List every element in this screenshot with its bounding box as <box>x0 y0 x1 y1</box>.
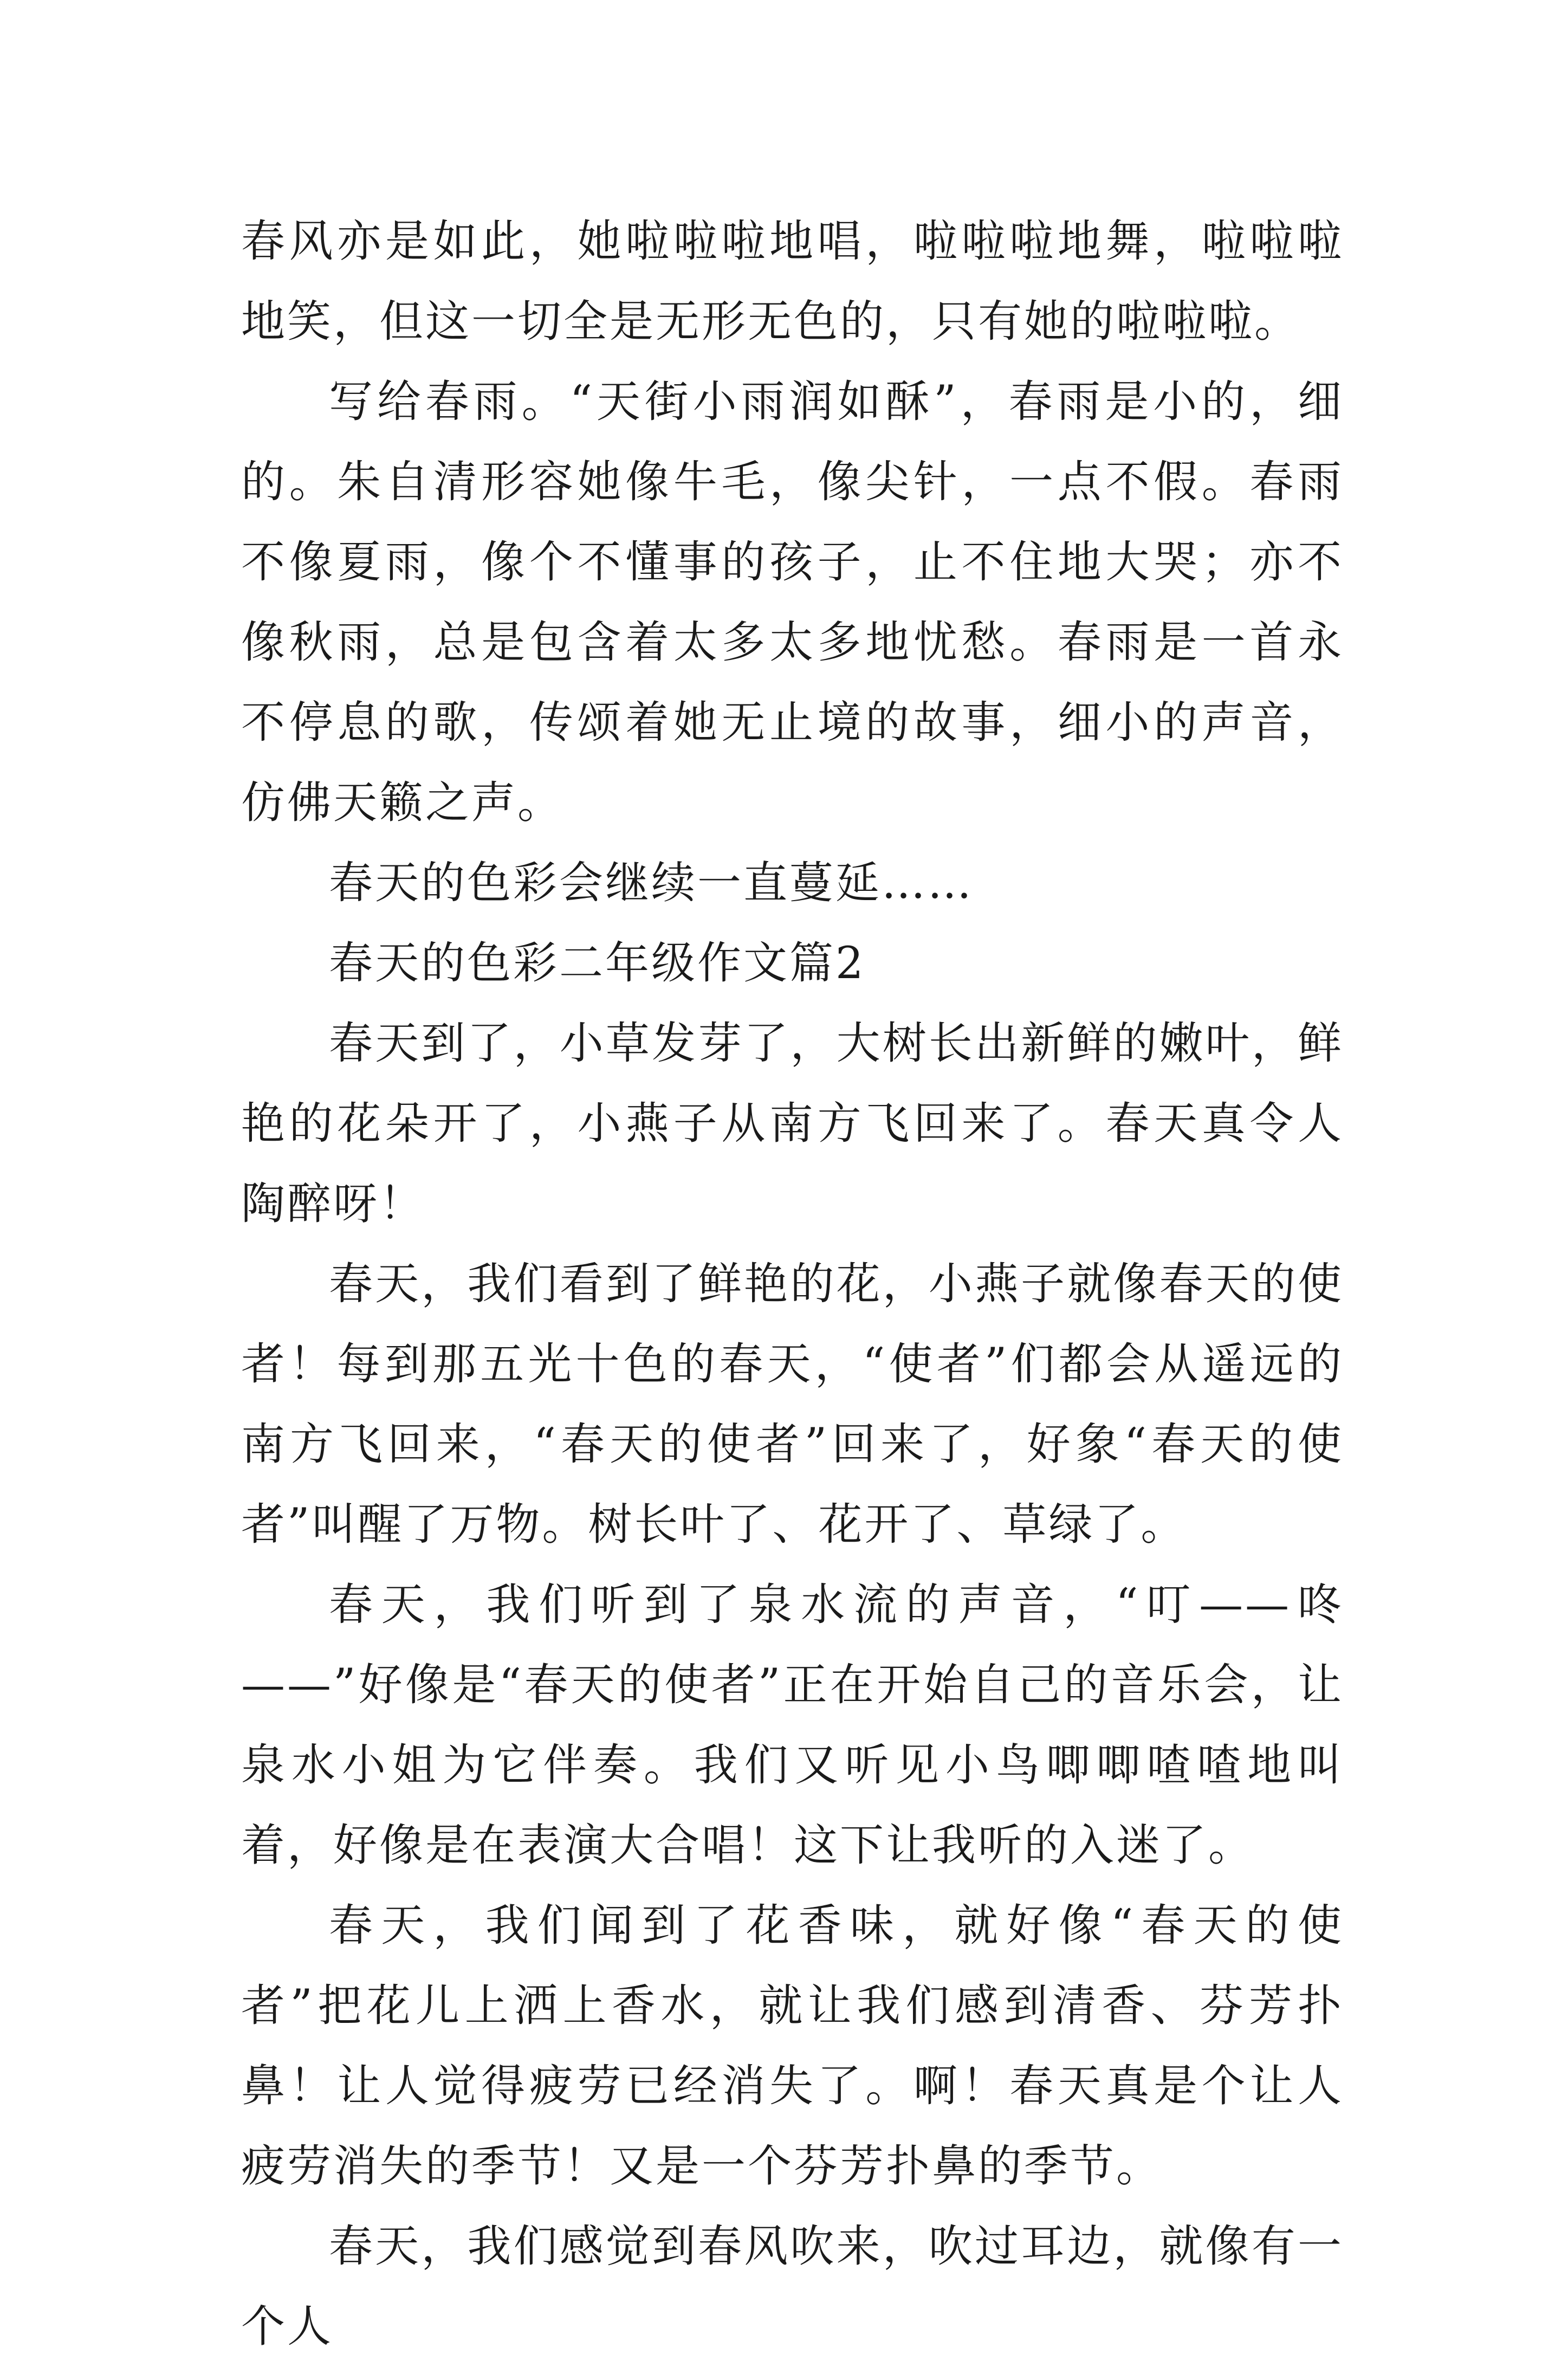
paragraph: 春风亦是如此，她啦啦啦地唱，啦啦啦地舞，啦啦啦地笑，但这一切全是无形无色的，只有她的啦啦啦。 <box>241 216 1344 347</box>
paragraph: 春天到了，小草发芽了，大树长出新鲜的嫩叶，鲜艳的花朵开了，小燕子从南方飞回来了。春天真令人陶醉呀！ <box>241 1018 1344 1230</box>
paragraph: 春天，我们感觉到春风吹来，吹过耳边，就像有一个人 <box>241 2221 1344 2352</box>
paragraph: 春天，我们闻到了花香味，就好像“春天的使者”把花儿上洒上香水，就让我们感到清香、芬芳扑鼻！让人觉得疲劳已经消失了。啊！春天真是个让人疲劳消失的季节！又是一个芬芳扑鼻的季节。 <box>241 1900 1344 2192</box>
document-body <box>241 202 1344 2367</box>
paragraph: 春天，我们看到了鲜艳的花，小燕子就像春天的使者！每到那五光十色的春天，“使者”们都会从遥远的南方飞回来，“春天的使者”回来了，好象“春天的使者”叫醒了万物。树长叶了、花开了、草绿了。 <box>241 1259 1344 1550</box>
paragraph: 春天的色彩会继续一直蔓延…… <box>329 858 974 909</box>
section-heading: 春天的色彩二年级作文篇2 <box>329 938 866 989</box>
paragraph: 写给春雨。“天街小雨润如酥”，春雨是小的，细的。朱自清形容她像牛毛，像尖针，一点不假。春雨不像夏雨，像个不懂事的孩子，止不住地大哭；亦不像秋雨，总是包含着太多太多地忧愁。春雨是一首永不停息的歌，传颂着她无止境的故事，细小的声音，仿佛天籁之声。 <box>241 377 1344 829</box>
paragraph: 春天，我们听到了泉水流的声音，“叮——咚——”好像是“春天的使者”正在开始自己的音乐会，让泉水小姐为它伴奏。我们又听见小鸟唧唧喳喳地叫着，好像是在表演大合唱！这下让我听的入迷了。 <box>241 1580 1344 1871</box>
